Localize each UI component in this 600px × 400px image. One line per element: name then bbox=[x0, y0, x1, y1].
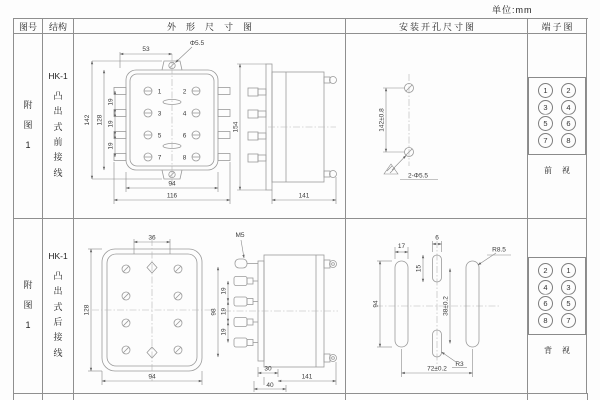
terminal-circle: 1 bbox=[561, 263, 576, 278]
terminal-circle: 7 bbox=[538, 133, 553, 148]
terminal-number: 6 bbox=[182, 132, 187, 140]
dim-corner-radius: R8.5 bbox=[492, 246, 506, 254]
view-label: 背视 bbox=[544, 345, 580, 355]
dim-height: 128 bbox=[83, 304, 91, 316]
row2-structure-type: 凸出式后接线 bbox=[53, 271, 63, 358]
terminal-circle: 6 bbox=[538, 296, 553, 311]
dim-slot-length: 94 bbox=[372, 300, 380, 308]
table-line-stub bbox=[42, 393, 43, 400]
dim-pitch: 19 bbox=[107, 98, 115, 106]
terminal-circle: 8 bbox=[561, 133, 576, 148]
dim-bottom-outer: 116 bbox=[166, 192, 178, 200]
row1-terminal-cell bbox=[528, 34, 587, 219]
terminal-circle: 4 bbox=[538, 280, 553, 295]
row2-terminal-cell bbox=[528, 219, 587, 394]
row2-figure-no: 附图1 bbox=[23, 280, 33, 330]
header-install-label: 安装开孔尺寸图 bbox=[398, 21, 476, 32]
dim-screw: M5 bbox=[235, 232, 245, 239]
dim-top-width: 53 bbox=[142, 46, 150, 53]
dim-pitch: 19 bbox=[107, 142, 115, 150]
dim-outer-height: 142 bbox=[84, 114, 91, 126]
dimension-table bbox=[13, 18, 588, 394]
view-label: 前视 bbox=[544, 165, 580, 175]
dim-bottom-inner: 94 bbox=[168, 180, 176, 188]
terminal-circle: 6 bbox=[561, 116, 576, 131]
terminal-circle: 1 bbox=[538, 83, 553, 98]
dim-center-radius: R3 bbox=[455, 361, 464, 368]
dim-side-height: 98 bbox=[210, 308, 218, 316]
terminal-diagram bbox=[528, 77, 586, 155]
terminal-number: 3 bbox=[157, 110, 162, 118]
terminal-number: 2 bbox=[182, 88, 187, 96]
terminal-circle: 3 bbox=[538, 100, 553, 115]
table-line-stub bbox=[527, 393, 528, 400]
dimension-lines bbox=[88, 239, 202, 385]
row1-model: HK-1 bbox=[48, 71, 68, 82]
dim-step2: 40 bbox=[266, 382, 274, 389]
dim-bottom-width: 94 bbox=[148, 373, 156, 381]
row1-figure-no-cell bbox=[14, 34, 43, 219]
terminal-circle: 3 bbox=[561, 280, 576, 295]
dim-hole-dia: Φ5.5 bbox=[189, 40, 205, 47]
row1-install-cell bbox=[346, 34, 528, 219]
dim-pitch: 19 bbox=[220, 328, 228, 336]
terminal-circle: 8 bbox=[538, 313, 553, 328]
terminal-circle: 7 bbox=[561, 313, 576, 328]
row1-install-drawing bbox=[346, 34, 527, 218]
terminal-circle: 5 bbox=[561, 296, 576, 311]
row1-outline-cell bbox=[74, 34, 346, 219]
table-line-stub bbox=[13, 393, 14, 400]
row2-install-drawing bbox=[346, 219, 527, 393]
header-outline-label: 外形尺寸图 bbox=[166, 21, 262, 32]
table-line-stub bbox=[73, 393, 74, 400]
row2-figure-no-cell bbox=[14, 219, 43, 394]
dim-top-width: 36 bbox=[148, 234, 156, 242]
terminal-number: 4 bbox=[182, 110, 187, 118]
row2-outline-drawing bbox=[74, 219, 345, 393]
terminal-number: 7 bbox=[157, 154, 162, 162]
dimension-lines bbox=[218, 240, 336, 392]
row2-structure-cell bbox=[43, 219, 74, 394]
terminal-circle: 5 bbox=[538, 116, 553, 131]
dim-center-slot-length: 15 bbox=[415, 264, 423, 273]
dim-holes: 2-Φ5.5 bbox=[407, 172, 429, 180]
dim-pitch: 19 bbox=[220, 287, 228, 295]
header-structure bbox=[43, 19, 74, 34]
dim-center-spacing: 38±0.2 bbox=[442, 296, 450, 316]
terminal-number: 8 bbox=[182, 154, 187, 162]
row1-outline-drawing bbox=[74, 34, 345, 218]
row1-structure-cell bbox=[43, 34, 74, 219]
dim-inner-height: 128 bbox=[96, 114, 104, 126]
dimension-lines bbox=[383, 88, 438, 180]
terminal-circle: 4 bbox=[561, 100, 576, 115]
row2-install-cell bbox=[346, 219, 528, 394]
row1-structure-type: 凸出式前接线 bbox=[53, 91, 63, 178]
dim-hole-spacing: 142±0.8 bbox=[378, 108, 386, 132]
unit-label: 单位:mm bbox=[492, 5, 533, 15]
table-line-stub bbox=[587, 393, 588, 400]
header-install bbox=[346, 19, 528, 34]
row1-figure-no: 附图1 bbox=[23, 100, 33, 150]
dim-slot-distance: 72±0.2 bbox=[427, 365, 447, 373]
header-terminal bbox=[528, 19, 587, 34]
header-figure-no-label: 图号 bbox=[18, 21, 37, 32]
terminal-circle: 2 bbox=[538, 263, 553, 278]
terminal-circle: 2 bbox=[561, 83, 576, 98]
dim-side-depth: 141 bbox=[301, 373, 313, 381]
header-structure-label: 结构 bbox=[48, 21, 67, 32]
terminal-diagram bbox=[528, 257, 586, 335]
row2-outline-cell bbox=[74, 219, 346, 394]
table-line-stub bbox=[345, 393, 346, 400]
dim-step1: 30 bbox=[264, 365, 272, 373]
dim-side-height: 154 bbox=[232, 121, 240, 133]
terminal-number: 1 bbox=[157, 88, 162, 96]
dimension-lines bbox=[237, 64, 336, 204]
dim-pitch: 19 bbox=[107, 120, 115, 128]
dim-side-depth: 141 bbox=[298, 192, 310, 200]
header-figure-no bbox=[14, 19, 43, 34]
row2-model: HK-1 bbox=[48, 251, 68, 262]
dim-slot-width: 17 bbox=[397, 243, 406, 250]
dim-pitch: 19 bbox=[220, 307, 228, 316]
dim-center-slot-width: 6 bbox=[435, 234, 439, 242]
header-terminal-label: 端子图 bbox=[541, 21, 575, 32]
terminal-number: 5 bbox=[157, 132, 162, 140]
header-outline bbox=[74, 19, 346, 34]
